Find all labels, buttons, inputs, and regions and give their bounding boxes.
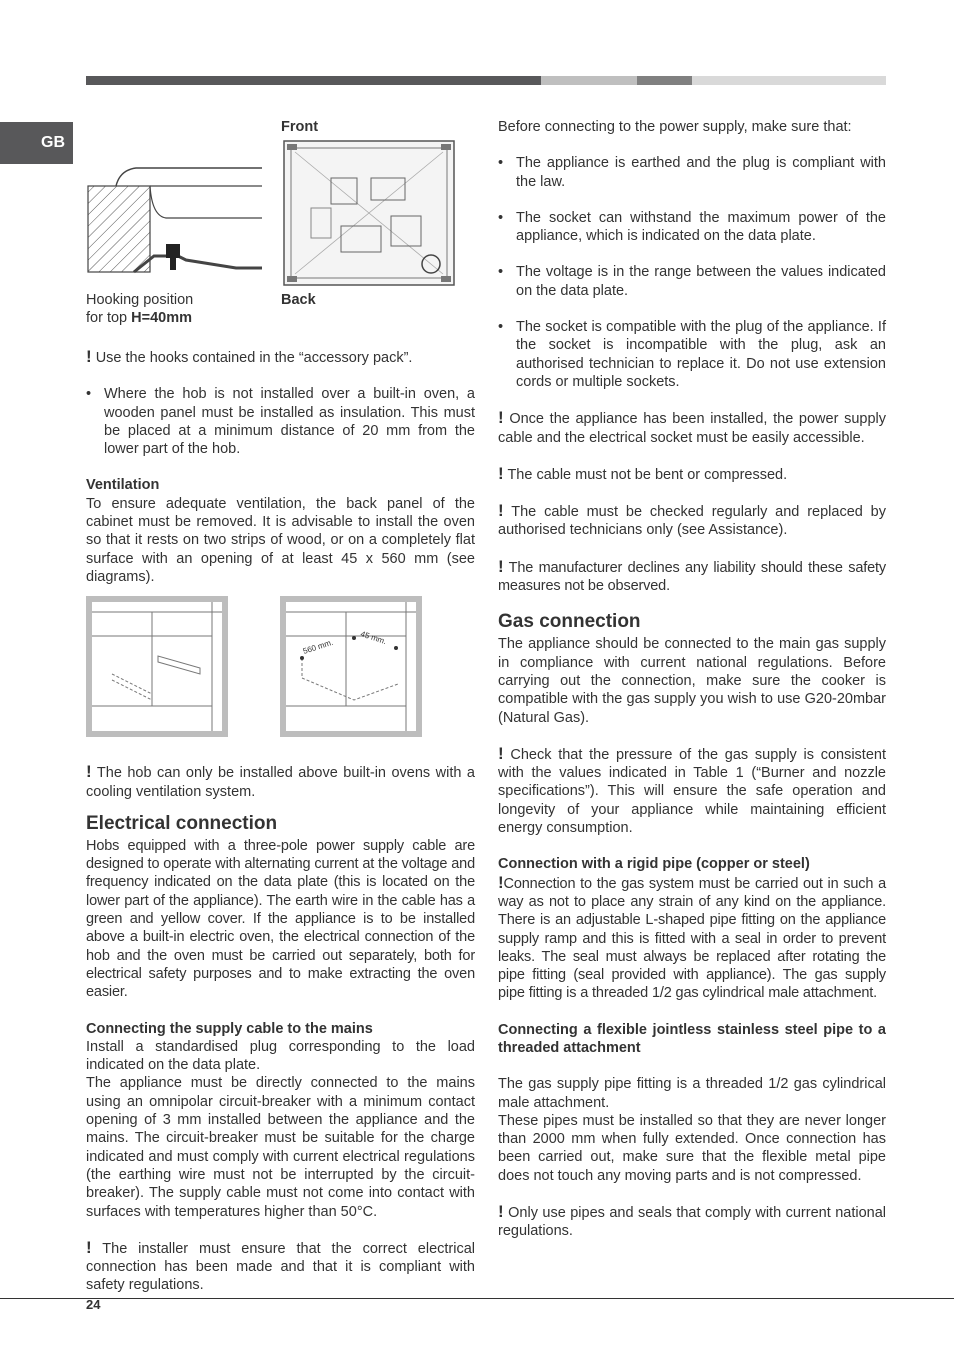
warning-mark: ! bbox=[498, 556, 504, 576]
bullet-marker: • bbox=[498, 319, 504, 336]
footer-divider bbox=[0, 1298, 954, 1299]
power-supply-intro: Before connecting to the power supply, make sure that: bbox=[498, 119, 852, 135]
bullet-text: Where the hob is not installed over a built-in oven, a wooden panel must be installed as insulation. This must be placed at a minimum distance of 20 mm from the lower part of the hob. bbox=[104, 386, 475, 458]
rigid-pipe-text-body: Connection to the gas system must be carried out in such a way as not to place any strain of any kind on the appliance. There is an adjustable L-shaped pipe fitting on the appliance supply ramp and this is fitted with a seal in order to prevent leaks. The seal must always be replaced after rotating the pipe fitting (seal provided with appliance). The gas supply pipe fitting is a threaded 1/2 gas cylindrical male attachment. bbox=[498, 875, 886, 1002]
warning-mark: ! bbox=[86, 762, 92, 782]
warning-mark: ! bbox=[498, 463, 504, 483]
language-label: GB bbox=[41, 134, 65, 151]
hook-caption-line1: Hooking position bbox=[86, 292, 194, 308]
hob-oven-note bbox=[86, 763, 475, 801]
list-item bbox=[498, 209, 886, 246]
header-color-bar bbox=[86, 76, 886, 85]
flexible-pipe-text-2: These pipes must be installed so that they are never longer than 2000 mm when fully extended. Once connection has been carried out, make sure that the flexible metal pipe does not touch any moving parts and is not compressed. bbox=[498, 1112, 886, 1184]
pressure-note bbox=[498, 745, 886, 837]
electrical-connection-text: Hobs equipped with a three-pole power supply cable are designed to operate with alternating current at the voltage and frequency indicated on the data plate (this is located on the lower part of the appliance). The earth wire in the cable has a green and yellow cover. If the appliance is to be installed above a built-in electric oven, the electrical connection of the hob and the oven must be carried out separately, both for electrical safety purposes and to make extracting the oven easier. bbox=[86, 837, 475, 1001]
rigid-pipe-heading: Connection with a rigid pipe (copper or steel) bbox=[498, 856, 810, 873]
flexible-pipe-text-1: The gas supply pipe fitting is a threaded 1/2 gas cylindrical male attachment. bbox=[498, 1076, 886, 1111]
hob-underside-drawing bbox=[281, 138, 457, 288]
seals-note bbox=[498, 1203, 886, 1241]
hooking-position-drawing bbox=[86, 160, 262, 280]
cable-bent-note-text: The cable must not be bent or compressed. bbox=[503, 466, 788, 483]
list-item bbox=[86, 385, 475, 458]
dimension-45: 45 mm. bbox=[359, 629, 388, 647]
front-label: Front bbox=[281, 119, 319, 135]
warning-mark: ! bbox=[498, 501, 504, 521]
language-tab bbox=[0, 122, 73, 164]
list-item bbox=[498, 318, 886, 391]
warning-mark: ! bbox=[86, 1237, 92, 1257]
ventilation-heading: Ventilation bbox=[86, 477, 160, 494]
bullet-marker: • bbox=[498, 155, 504, 172]
bullet-text: The voltage is in the range between the values indicated on the data plate. bbox=[516, 264, 886, 299]
list-item bbox=[498, 263, 886, 300]
bullet-marker: • bbox=[498, 264, 504, 281]
bar-segment-light bbox=[541, 76, 637, 85]
hooks-note-text: Use the hooks contained in the “accessory pack”. bbox=[91, 350, 413, 366]
page-number: 24 bbox=[86, 1297, 101, 1312]
gas-connection-text: The appliance should be connected to the main gas supply in compliance with current national regulations. Before carrying out the connection, make sure the cooker is compatible with the gas supply you wish to use G20-20mbar (Natural Gas). bbox=[498, 636, 886, 726]
warning-mark: ! bbox=[86, 347, 92, 366]
hook-caption-height: H=40mm bbox=[131, 310, 192, 326]
hooks-note bbox=[86, 348, 475, 367]
ventilation-text: To ensure adequate ventilation, the back panel of the cabinet must be removed. It is advisable to install the oven so that it rests on two strips of wood, or on a completely flat surface with an opening of at least 45 x 560 mm (see diagrams). bbox=[86, 495, 475, 585]
bar-segment-mid bbox=[637, 76, 692, 85]
list-item bbox=[498, 154, 886, 191]
warning-mark: ! bbox=[498, 872, 504, 892]
dimension-560: 560 mm. bbox=[301, 637, 335, 657]
pressure-note-text: Check that the pressure of the gas supply is consistent with the values indicated in Table 1 (“Burner and nozzle specifications”). This will ensure the safe operation and longevity of your appliance while maintaining efficient energy consumption. bbox=[498, 746, 886, 837]
cable-bent-note bbox=[498, 465, 886, 484]
bar-segment-pale bbox=[692, 76, 886, 85]
left-column bbox=[86, 118, 475, 1295]
warning-mark: ! bbox=[498, 743, 504, 763]
installer-note-text: The installer must ensure that the correct electrical connection has been made and that it is compliant with safety regulations. bbox=[86, 1240, 475, 1294]
ventilation-diagram-opening bbox=[280, 596, 422, 737]
electrical-connection-heading: Electrical connection bbox=[86, 812, 278, 834]
hook-caption-prefix: for top bbox=[86, 310, 132, 326]
bullet-text: The socket can withstand the maximum power of the appliance, which is indicated on the data plate. bbox=[516, 209, 886, 245]
supply-cable-text-2: The appliance must be directly connected to the mains using an omnipolar circuit-breaker with a minimum contact opening of 3 mm installed between the appliance and the mains. The circuit-breaker must be suitable for the charge indicated and must comply with current electrical regulations (the earthing wire must not be interrupted by the circuit-breaker). The supply cable must not come into contact with surfaces with temperatures higher than 50°C. bbox=[86, 1075, 475, 1220]
supply-cable-text-1: Install a standardised plug corresponding to the load indicated on the data plate. bbox=[86, 1038, 475, 1074]
bullet-text: The socket is compatible with the plug of the appliance. If the socket is incompatible with the plug, ask an authorised technician to replace it. Do not use extension cords or multiple sockets. bbox=[516, 319, 886, 390]
liability-note bbox=[498, 558, 886, 596]
right-column bbox=[498, 118, 886, 1241]
hook-caption-line2 bbox=[86, 309, 192, 327]
cable-checked-note-text: The cable must be checked regularly and replaced by authorised technicians only (see Assistance). bbox=[498, 504, 886, 539]
seals-note-text: Only use pipes and seals that comply with current national regulations. bbox=[498, 1205, 886, 1240]
bar-segment-dark bbox=[86, 76, 541, 85]
cable-checked-note bbox=[498, 502, 886, 540]
ventilation-diagrams bbox=[86, 596, 422, 737]
bullet-text: The appliance is earthed and the plug is compliant with the law. bbox=[516, 155, 886, 190]
ventilation-diagram-strips bbox=[86, 596, 228, 737]
accessible-note-text: Once the appliance has been installed, the power supply cable and the electrical socket must be easily accessible. bbox=[498, 411, 886, 446]
back-label: Back bbox=[281, 292, 316, 308]
warning-mark: ! bbox=[498, 1202, 504, 1222]
installer-note bbox=[86, 1239, 475, 1295]
warning-mark: ! bbox=[498, 408, 504, 428]
flexible-pipe-heading: Connecting a flexible jointless stainless steel pipe to a threaded attachment bbox=[498, 1021, 886, 1056]
accessible-note bbox=[498, 409, 886, 447]
gas-connection-heading: Gas connection bbox=[498, 611, 641, 633]
rigid-pipe-text bbox=[498, 874, 886, 1003]
hob-oven-note-text: The hob can only be installed above built-in ovens with a cooling ventilation system. bbox=[86, 765, 475, 800]
supply-cable-heading: Connecting the supply cable to the mains bbox=[86, 1020, 373, 1037]
bullet-marker: • bbox=[498, 209, 504, 226]
liability-note-text: The manufacturer declines any liability should these safety measures not be observed. bbox=[498, 559, 886, 595]
hook-figure bbox=[86, 118, 475, 330]
bullet-marker: • bbox=[86, 386, 92, 403]
